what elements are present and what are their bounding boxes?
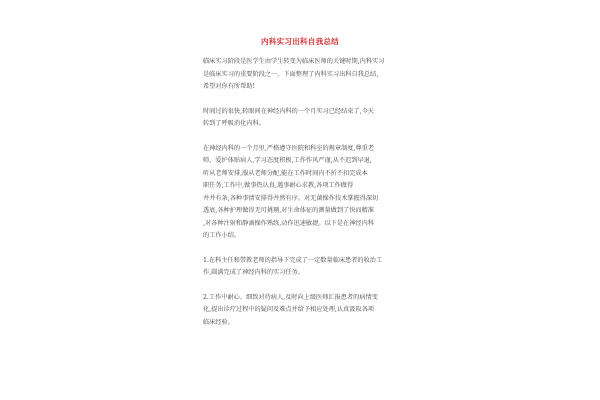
text-line: 作,圆满完成了神经内科的实习任务。 [203,269,304,276]
text-line: 透底,各种护理做得无可挑剔,对生命体征的测量做到了快而精准 [203,207,374,214]
text-line: 临床实习阶段是医学生由学生转变为临床医师的关键时期,内科实习 [203,58,385,65]
list-item-1 [203,255,401,280]
text-line: 时间过的很快,转眼间在神经内科的一个月实习已经结束了,今天 [203,107,374,115]
main-paragraph [203,143,401,243]
text-line: 化,提出诊疗过程中的疑问及难点并给予相应处理,认真汲取各项 [203,306,374,313]
text-line: 师、爱护体贴病人,学习态度积极,工作作风严谨,从不迟到早退, [203,157,372,164]
text-line: ,对各种注射和静滴操作熟练,动作迅速敏捷。以下是在神经内科 [203,219,374,227]
text-line: 转到了呼吸消化内科。 [203,120,265,127]
intro-paragraph [203,56,401,94]
text-line: 1.在科主任和带教老师的指导下完成了一定数量临床患者的收治工 [203,256,383,264]
text-line: 的工作小结。 [203,232,241,239]
document-title: 内科实习出科自我总结 [261,37,339,46]
list-item-2 [203,292,401,330]
document-body [203,56,401,341]
text-line: 井井有条,各种事情安排得井然有序。对无菌操作技术掌握得深切 [203,194,379,202]
text-line: 职任务,工作中,做事热认真,遇事耐心求教,各项工作做得 [203,182,354,189]
text-line: 2.工作中耐心、细致对待病人,及时向上级医师汇报患者的病情变 [203,293,378,301]
text-line: 是临床实习的重要阶段之一。下面整理了内科实习出科自我总结, [203,70,379,78]
text-line: 在神经内科的一个月里,严格遵守医院和科室的规章制度,尊重老 [203,144,374,152]
text-line: 希望对你有所帮助! [203,83,255,90]
transition-paragraph [203,106,401,131]
text-line: 听从老师安排,服从老师分配,能在工作时间内不折不扣完成本 [203,169,368,177]
text-line: 临床经验。 [203,318,234,326]
